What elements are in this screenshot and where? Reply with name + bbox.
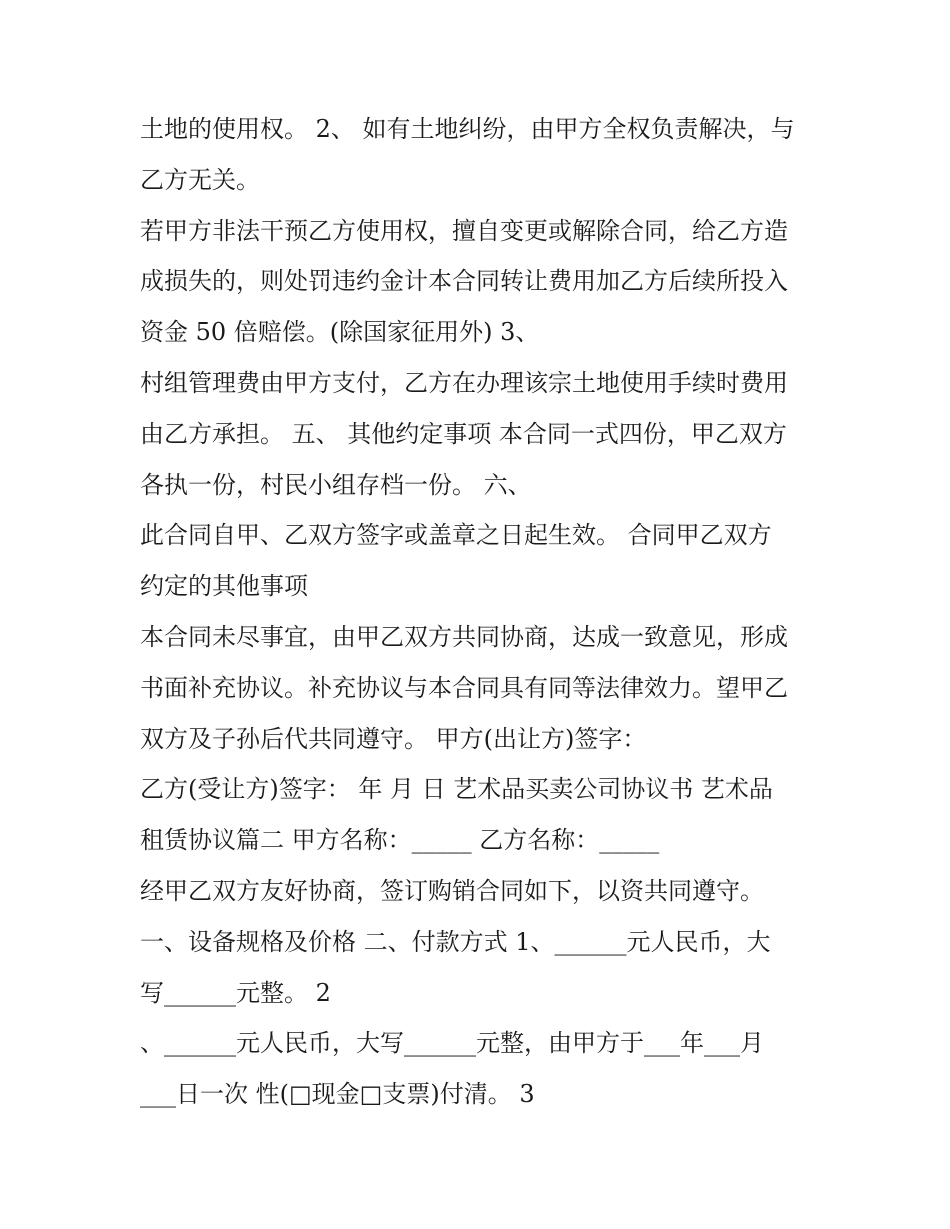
text-line: 本合同未尽事宜，由甲乙双方共同协商，达成一致意见，形成 (140, 622, 788, 651)
text-line: 乙方无关。 (140, 165, 260, 194)
text-line: 若甲方非法干预乙方使用权，擅自变更或解除合同，给乙方造 (140, 216, 788, 245)
text-line: 经甲乙双方友好协商，签订购销合同如下，以资共同遵守。 (140, 876, 764, 905)
text-line: 成损失的，则处罚违约金计本合同转让费用加乙方后续所投入 (140, 267, 788, 296)
text-line: 村组管理费由甲方支付，乙方在办理该宗土地使用手续时费用 (140, 368, 788, 397)
text-line: 此合同自甲、乙双方签字或盖章之日起生效。 合同甲乙双方 (140, 521, 772, 550)
text-line: 双方及子孙后代共同遵守。 甲方(出让方)签字： (140, 724, 647, 753)
text-line: 写______元整。 2 (140, 978, 331, 1007)
text-line: 、______元人民币，大写______元整，由甲方于___年___月 (140, 1029, 764, 1058)
text-line: 约定的其他事项 (140, 572, 308, 601)
text-line: 书面补充协议。补充协议与本合同具有同等法律效力。望甲乙 (140, 673, 788, 702)
text-line: 资金 50 倍赔偿。(除国家征用外) 3、 (140, 318, 540, 347)
text-line: 由乙方承担。 五、 其他约定事项 本合同一式四份，甲乙双方 (140, 419, 787, 448)
text-line: 乙方(受让方)签字： 年 月 日 艺术品买卖公司协议书 艺术品 (140, 775, 773, 804)
text-line: ___日一次 性(□现金□支票)付清。 3 (140, 1080, 535, 1109)
text-line: 租赁协议篇二 甲方名称：_____ 乙方名称：_____ (140, 826, 660, 855)
document-body (140, 104, 830, 1120)
text-line: 土地的使用权。 2、 如有土地纠纷，由甲方全权负责解决，与 (140, 115, 795, 143)
text-line: 各执一份，村民小组存档一份。 六、 (140, 470, 532, 499)
text-line: 一、设备规格及价格 二、付款方式 1、______元人民币，大 (140, 927, 771, 956)
